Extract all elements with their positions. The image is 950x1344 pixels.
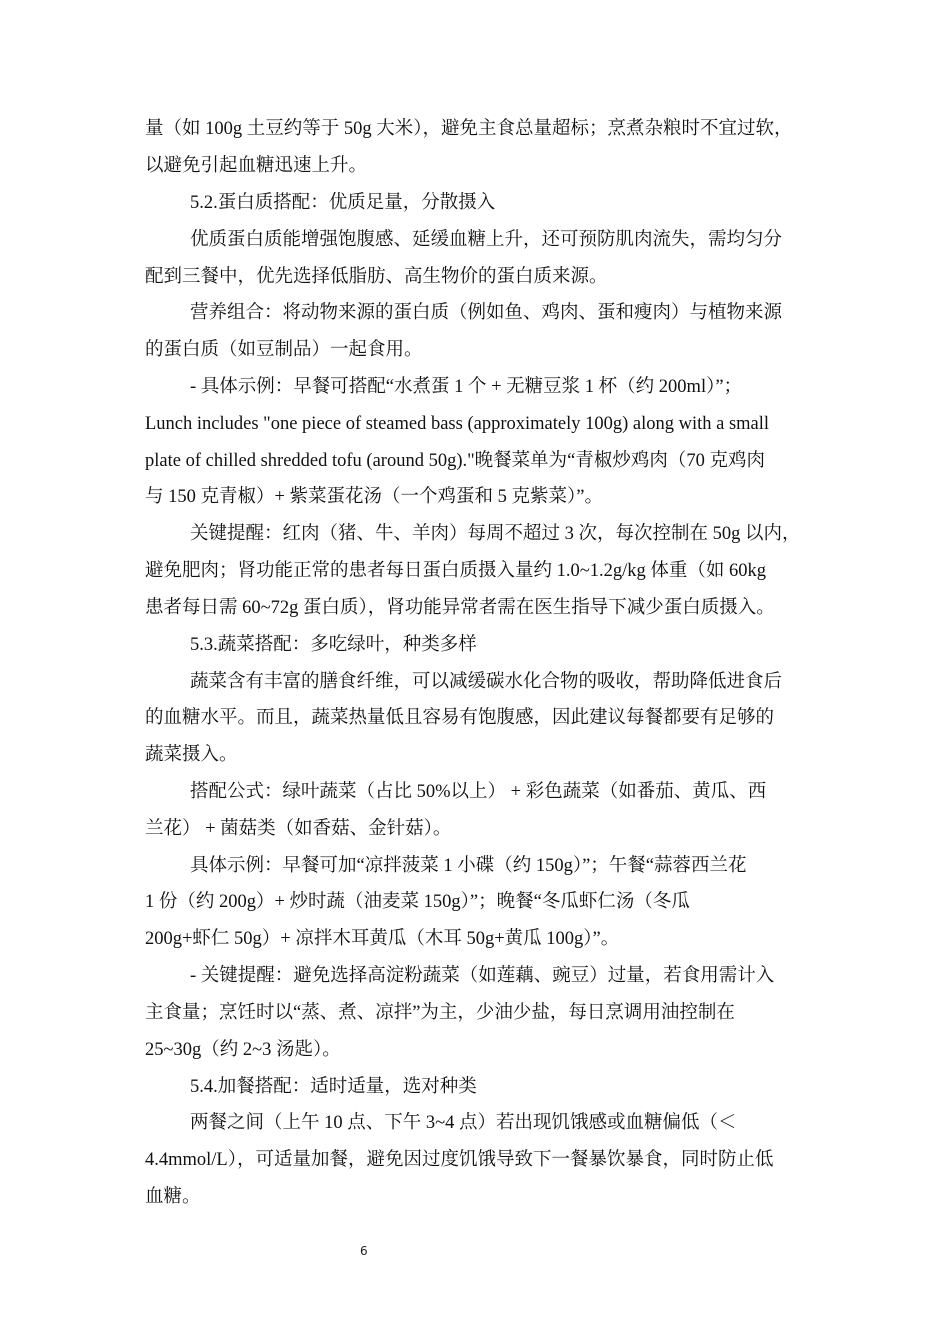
body-text-line: 蔬菜含有丰富的膳食纤维，可以减缓碳水化合物的吸收，帮助降低进食后 [190,672,783,692]
body-text-line: 量（如 100g 土豆约等于 50g 大米），避免主食总量超标；烹煮杂粮时不宜过软， [145,119,793,139]
body-text-line: Lunch includes "one piece of steamed bass (approximately 100g) along with a small [145,414,770,434]
body-text-line: 避免肥肉；肾功能正常的患者每日蛋白质摄入量约 1.0~1.2g/kg 体重（如 60kg [145,561,767,581]
body-text-line: 具体示例：早餐可加“凉拌菠菜 1 小碟（约 150g）”；午餐“蒜蓉西兰花 [190,856,747,876]
body-text-line: 的蛋白质（如豆制品）一起食用。 [145,340,423,360]
body-text-line: 1 份（约 200g）+ 炒时蔬（油麦菜 150g）”；晚餐“冬瓜虾仁汤（冬瓜 [145,892,690,912]
body-text-line: 配到三餐中，优先选择低脂肪、高生物价的蛋白质来源。 [145,267,608,287]
body-text-line: 营养组合：将动物来源的蛋白质（例如鱼、鸡肉、蛋和瘦肉）与植物来源 [190,303,783,323]
body-text-line: 血糖。 [145,1187,201,1207]
section-heading: 5.2.蛋白质搭配：优质足量，分散摄入 [190,193,496,213]
body-text-line: 优质蛋白质能增强饱腹感、延缓血糖上升，还可预防肌肉流失，需均匀分 [190,230,783,250]
body-text-line: 患者每日需 60~72g 蛋白质），肾功能异常者需在医生指导下减少蛋白质摄入。 [145,598,775,618]
body-text-line: 与 150 克青椒）+ 紫菜蛋花汤（一个鸡蛋和 5 克紫菜）”。 [145,487,604,507]
section-heading: 5.3.蔬菜搭配：多吃绿叶，种类多样 [190,635,477,655]
body-text-line: 4.4mmol/L），可适量加餐，避免因过度饥饿导致下一餐暴饮暴食，同时防止低 [145,1150,774,1170]
page-number: 6 [360,1244,368,1258]
body-text-line: 的血糖水平。而且，蔬菜热量低且容易有饱腹感，因此建议每餐都要有足够的 [145,708,775,728]
body-text-line: 以避免引起血糖迅速上升。 [145,156,368,176]
body-text-line: 蔬菜摄入。 [145,745,238,765]
body-text-line: 搭配公式：绿叶蔬菜（占比 50%以上） + 彩色蔬菜（如番茄、黄瓜、西 [190,782,767,802]
section-heading: 5.4.加餐搭配：适时适量，选对种类 [190,1077,477,1097]
body-text-line: - 具体示例：早餐可搭配“水煮蛋 1 个 + 无糖豆浆 1 杯（约 200ml）”； [190,377,743,397]
body-text-line: 两餐之间（上午 10 点、下午 3~4 点）若出现饥饿感或血糖偏低（＜ [190,1113,737,1133]
body-text-line: plate of chilled shredded tofu (around 50g)."晚餐菜单为“青椒炒鸡肉（70 克鸡肉 [145,451,765,471]
body-text-line: 200g+虾仁 50g）+ 凉拌木耳黄瓜（木耳 50g+黄瓜 100g）”。 [145,929,620,949]
body-text-line: 关键提醒：红肉（猪、牛、羊肉）每周不超过 3 次，每次控制在 50g 以内， [190,524,801,544]
body-text-line: 主食量；烹饪时以“蒸、煮、凉拌”为主，少油少盐，每日烹调用油控制在 [145,1003,735,1023]
body-text-line: 25~30g（约 2~3 汤匙）。 [145,1040,341,1060]
body-text-line: - 关键提醒：避免选择高淀粉蔬菜（如莲藕、豌豆）过量，若食用需计入 [190,966,775,986]
body-text-line: 兰花） + 菌菇类（如香菇、金针菇）。 [145,819,452,839]
